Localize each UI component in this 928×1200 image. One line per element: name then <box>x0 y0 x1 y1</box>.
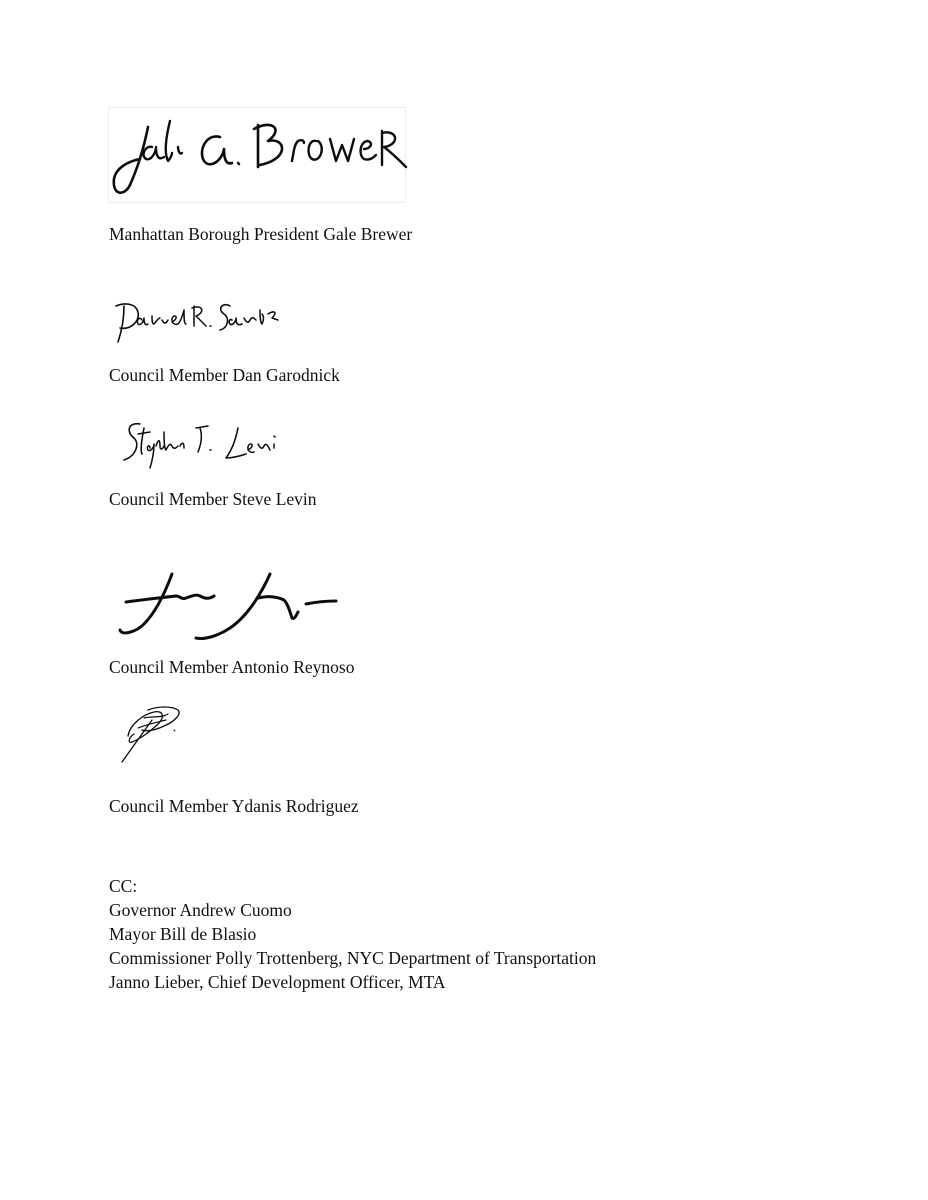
signatory-name: Council Member Steve Levin <box>109 489 317 509</box>
signature-gale-brewer <box>108 107 408 205</box>
signature-dan-garodnick <box>112 298 282 346</box>
signatory-name: Council Member Dan Garodnick <box>109 365 340 385</box>
signatory-name: Council Member Ydanis Rodriguez <box>109 796 359 816</box>
cc-recipient: Governor Andrew Cuomo <box>109 900 292 920</box>
cc-recipient: Commissioner Polly Trottenberg, NYC Department of Transportation <box>109 948 597 968</box>
signatory-name: Council Member Antonio Reynoso <box>109 657 355 677</box>
signature-ydanis-rodriguez <box>118 702 190 766</box>
cc-recipient: Janno Lieber, Chief Development Officer, MTA <box>109 972 446 992</box>
signature-steve-levin <box>120 418 290 470</box>
cc-block <box>109 874 596 994</box>
cc-recipient: Mayor Bill de Blasio <box>109 924 257 944</box>
signatory-name: Manhattan Borough President Gale Brewer <box>109 224 413 244</box>
cc-label: CC: <box>109 876 138 896</box>
signature-antonio-reynoso <box>116 568 342 646</box>
